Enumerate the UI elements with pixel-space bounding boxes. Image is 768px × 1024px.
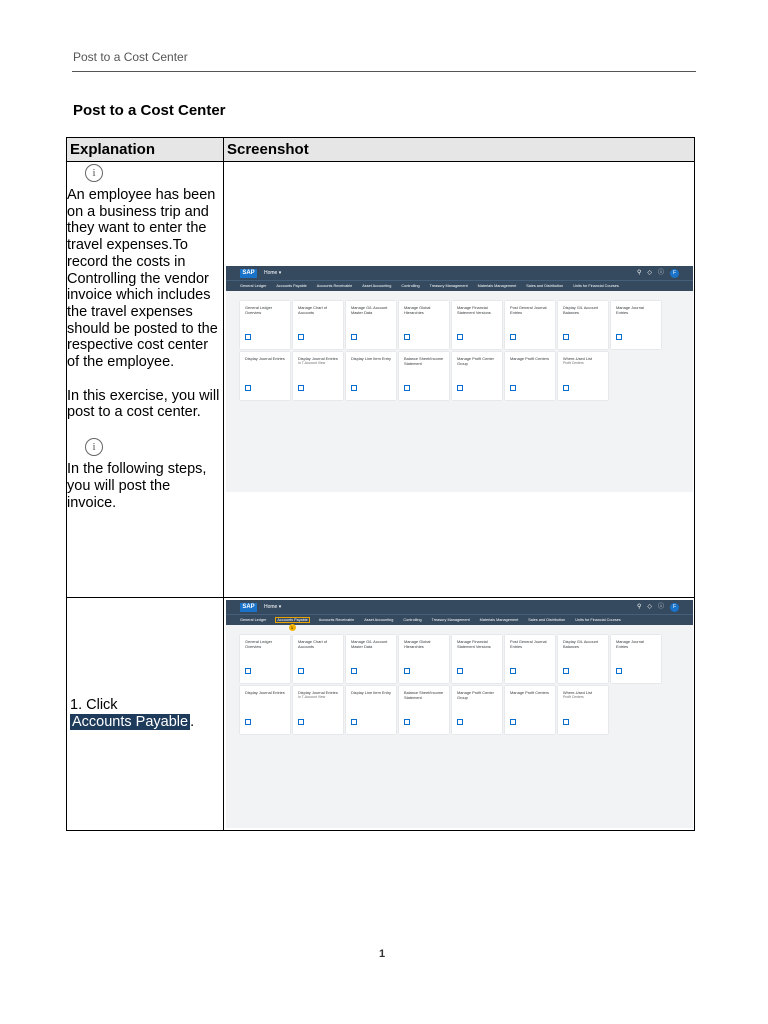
tile-title: Post General Journal Entries — [510, 305, 547, 315]
tab-item[interactable]: Sales and Distribution — [526, 284, 564, 288]
info-icon: i — [85, 438, 103, 456]
tile-title: Manage G/L Account Master Data — [351, 305, 388, 315]
tile-title: Manage Global Hierarchies — [404, 639, 431, 649]
table-row — [67, 162, 695, 598]
tile-app-icon — [298, 334, 304, 340]
tile-title: Manage Profit Centers — [510, 356, 549, 361]
app-tile[interactable] — [611, 301, 661, 349]
tab-item[interactable]: Controlling — [401, 284, 420, 288]
tile-app-icon — [510, 334, 516, 340]
explanation-cell — [67, 162, 224, 598]
accounts-payable-link[interactable]: Accounts Payable — [72, 714, 189, 730]
tile-title: Manage Chart of Accounts — [298, 639, 327, 649]
app-tile[interactable] — [452, 301, 502, 349]
tile-title: Manage Profit Centers — [510, 690, 549, 695]
tab-item[interactable]: General Ledger — [240, 618, 267, 622]
tab-item[interactable]: Treasury Management — [429, 284, 468, 288]
tile-app-icon — [563, 719, 569, 725]
shell-icons — [637, 268, 679, 278]
tile-app-icon — [245, 385, 251, 391]
app-tile[interactable] — [452, 352, 502, 400]
app-tile[interactable] — [240, 686, 290, 734]
tile-subtitle: In T-Account View — [298, 695, 326, 699]
tile-title: Display G/L Account Balances — [563, 639, 598, 649]
tile-app-icon — [245, 668, 251, 674]
sap-logo: SAP — [240, 269, 257, 278]
tile-subtitle: Profit Centers — [563, 695, 584, 699]
tile-grid — [226, 291, 693, 400]
tile-app-icon — [616, 334, 622, 340]
tile-app-icon — [510, 668, 516, 674]
tile-title: Manage Chart of Accounts — [298, 305, 327, 315]
tile-title: Display Line Item Entry — [351, 356, 392, 361]
tile-title: Post General Journal Entries — [510, 639, 547, 649]
app-tile[interactable] — [293, 352, 343, 400]
running-header: Post to a Cost Center — [73, 50, 188, 64]
avatar[interactable]: F — [670, 269, 679, 278]
shell-bar — [226, 266, 693, 280]
notification-icon[interactable]: ◇ — [647, 270, 652, 276]
tile-title: Manage Journal Entries — [616, 639, 644, 649]
tab-item[interactable]: Materials Management — [479, 618, 519, 622]
app-tile[interactable] — [558, 686, 608, 734]
sap-launchpad-screenshot — [226, 600, 693, 828]
tab-item[interactable]: Asset Accounting — [364, 618, 394, 622]
tile-title: Manage Journal Entries — [616, 305, 644, 315]
tile-title: General Ledger Overview — [245, 639, 273, 649]
help-icon[interactable]: ⓘ — [657, 270, 664, 276]
tab-item[interactable]: Accounts Payable — [276, 284, 307, 288]
app-tile[interactable] — [399, 686, 449, 734]
tile-app-icon — [404, 334, 410, 340]
app-tile[interactable] — [611, 635, 661, 683]
tile-title: Display Journal Entries — [245, 690, 285, 695]
tile-title: Manage Financial Statement Versions — [457, 305, 491, 315]
tile-app-icon — [351, 719, 357, 725]
app-tile[interactable] — [505, 352, 555, 400]
tab-item[interactable]: Treasury Management — [431, 618, 470, 622]
tile-title: Display G/L Account Balances — [563, 305, 598, 315]
tile-app-icon — [457, 385, 463, 391]
notification-icon[interactable]: ◇ — [647, 604, 652, 610]
tile-title: Display Journal Entries — [298, 690, 338, 695]
tile-app-icon — [457, 719, 463, 725]
step-cell — [67, 598, 224, 831]
tile-subtitle: Profit Centers — [563, 361, 584, 365]
tile-title: Manage Global Hierarchies — [404, 305, 431, 315]
app-tile[interactable] — [346, 635, 396, 683]
app-tile[interactable] — [240, 352, 290, 400]
tile-app-icon — [563, 385, 569, 391]
tile-app-icon — [563, 668, 569, 674]
tile-app-icon — [616, 668, 622, 674]
app-tile[interactable] — [452, 635, 502, 683]
home-menu[interactable]: Home ▾ — [264, 604, 282, 610]
page-title: Post to a Cost Center — [73, 102, 226, 119]
app-tile[interactable] — [293, 635, 343, 683]
app-tile[interactable] — [505, 686, 555, 734]
space-tab-bar — [226, 280, 693, 291]
tile-app-icon — [245, 719, 251, 725]
tile-app-icon — [457, 334, 463, 340]
tile-app-icon — [510, 719, 516, 725]
tab-item[interactable]: Asset Accounting — [362, 284, 392, 288]
tab-item[interactable]: Accounts Receivable — [318, 618, 355, 622]
app-tile[interactable] — [505, 635, 555, 683]
app-tile[interactable] — [558, 301, 608, 349]
table-row — [67, 598, 695, 831]
tile-app-icon — [298, 719, 304, 725]
explanation-paragraph: In this exercise, you will post to a cost center. — [67, 387, 220, 421]
tile-title: Manage G/L Account Master Data — [351, 639, 388, 649]
app-tile[interactable] — [399, 301, 449, 349]
tab-item[interactable]: Units for Financial Courses — [573, 284, 619, 288]
column-header-explanation: Explanation — [67, 138, 224, 162]
app-tile[interactable] — [346, 301, 396, 349]
app-tile[interactable] — [346, 686, 396, 734]
screenshot-cell — [224, 162, 695, 598]
app-tile[interactable] — [558, 635, 608, 683]
tab-item[interactable]: Units for Financial Courses — [575, 618, 621, 622]
tile-app-icon — [510, 385, 516, 391]
space-tab-bar — [226, 614, 693, 630]
tile-title: Manage Profit Center Group — [457, 690, 494, 700]
tile-grid — [226, 625, 693, 734]
tile-title: Display Journal Entries — [298, 356, 338, 361]
tile-title: Balance Sheet/Income Statement — [404, 690, 444, 700]
app-tile[interactable] — [558, 352, 608, 400]
tile-subtitle: In T-Account View — [298, 361, 326, 365]
app-tile[interactable] — [346, 352, 396, 400]
tile-app-icon — [351, 668, 357, 674]
step-text: 1. Click — [70, 697, 118, 713]
tile-app-icon — [404, 668, 410, 674]
tile-title: Manage Financial Statement Versions — [457, 639, 491, 649]
shell-bar — [226, 600, 693, 614]
app-tile[interactable] — [505, 301, 555, 349]
tab-item[interactable]: Accounts Payable — [277, 618, 308, 622]
shell-icons — [637, 602, 679, 612]
app-tile[interactable] — [293, 301, 343, 349]
tile-app-icon — [404, 385, 410, 391]
tab-item[interactable]: Sales and Distribution — [528, 618, 566, 622]
tile-app-icon — [457, 668, 463, 674]
info-icon: i — [85, 164, 103, 182]
tile-title: Where-Used List — [563, 690, 592, 695]
explanation-paragraph: In the following steps, you will post the invoice. — [67, 461, 207, 511]
tile-app-icon — [563, 334, 569, 340]
home-menu[interactable]: Home ▾ — [264, 270, 282, 276]
tile-app-icon — [404, 719, 410, 725]
step-suffix: . — [190, 714, 195, 730]
tile-app-icon — [245, 334, 251, 340]
tile-app-icon — [298, 668, 304, 674]
tab-item[interactable]: General Ledger — [240, 284, 267, 288]
app-tile[interactable] — [293, 686, 343, 734]
app-tile[interactable] — [452, 686, 502, 734]
tab-item[interactable]: Accounts Receivable — [316, 284, 353, 288]
explanation-paragraph: An employee has been on a business trip and they want to enter the travel expenses.To record the costs in Controlling the vendor invoice which includes the travel expenses should be posted to the respective cost center of the employee. — [67, 187, 218, 371]
tile-title: Balance Sheet/Income Statement — [404, 356, 444, 366]
column-header-screenshot: Screenshot — [224, 138, 695, 162]
search-icon[interactable]: ⚲ — [636, 270, 642, 276]
header-rule — [72, 71, 696, 72]
sap-launchpad-screenshot — [226, 266, 693, 492]
page-number: 1 — [379, 948, 386, 960]
app-tile[interactable] — [399, 352, 449, 400]
tile-app-icon — [351, 334, 357, 340]
tile-title: Display Journal Entries — [245, 356, 285, 361]
step-marker: 1 — [289, 624, 296, 631]
tile-title: Manage Profit Center Group — [457, 356, 494, 366]
help-icon[interactable]: ⓘ — [657, 604, 664, 610]
avatar[interactable]: F — [670, 603, 679, 612]
tile-title: Where-Used List — [563, 356, 592, 361]
tile-title: General Ledger Overview — [245, 305, 273, 315]
tab-item[interactable]: Controlling — [403, 618, 422, 622]
app-tile[interactable] — [240, 635, 290, 683]
screenshot-cell — [224, 598, 695, 831]
tile-app-icon — [298, 385, 304, 391]
app-tile[interactable] — [399, 635, 449, 683]
tab-item[interactable]: Materials Management — [477, 284, 517, 288]
instruction-table — [66, 137, 695, 831]
search-icon[interactable]: ⚲ — [636, 604, 642, 610]
tile-app-icon — [351, 385, 357, 391]
sap-logo: SAP — [240, 603, 257, 612]
app-tile[interactable] — [240, 301, 290, 349]
tile-title: Display Line Item Entry — [351, 690, 392, 695]
